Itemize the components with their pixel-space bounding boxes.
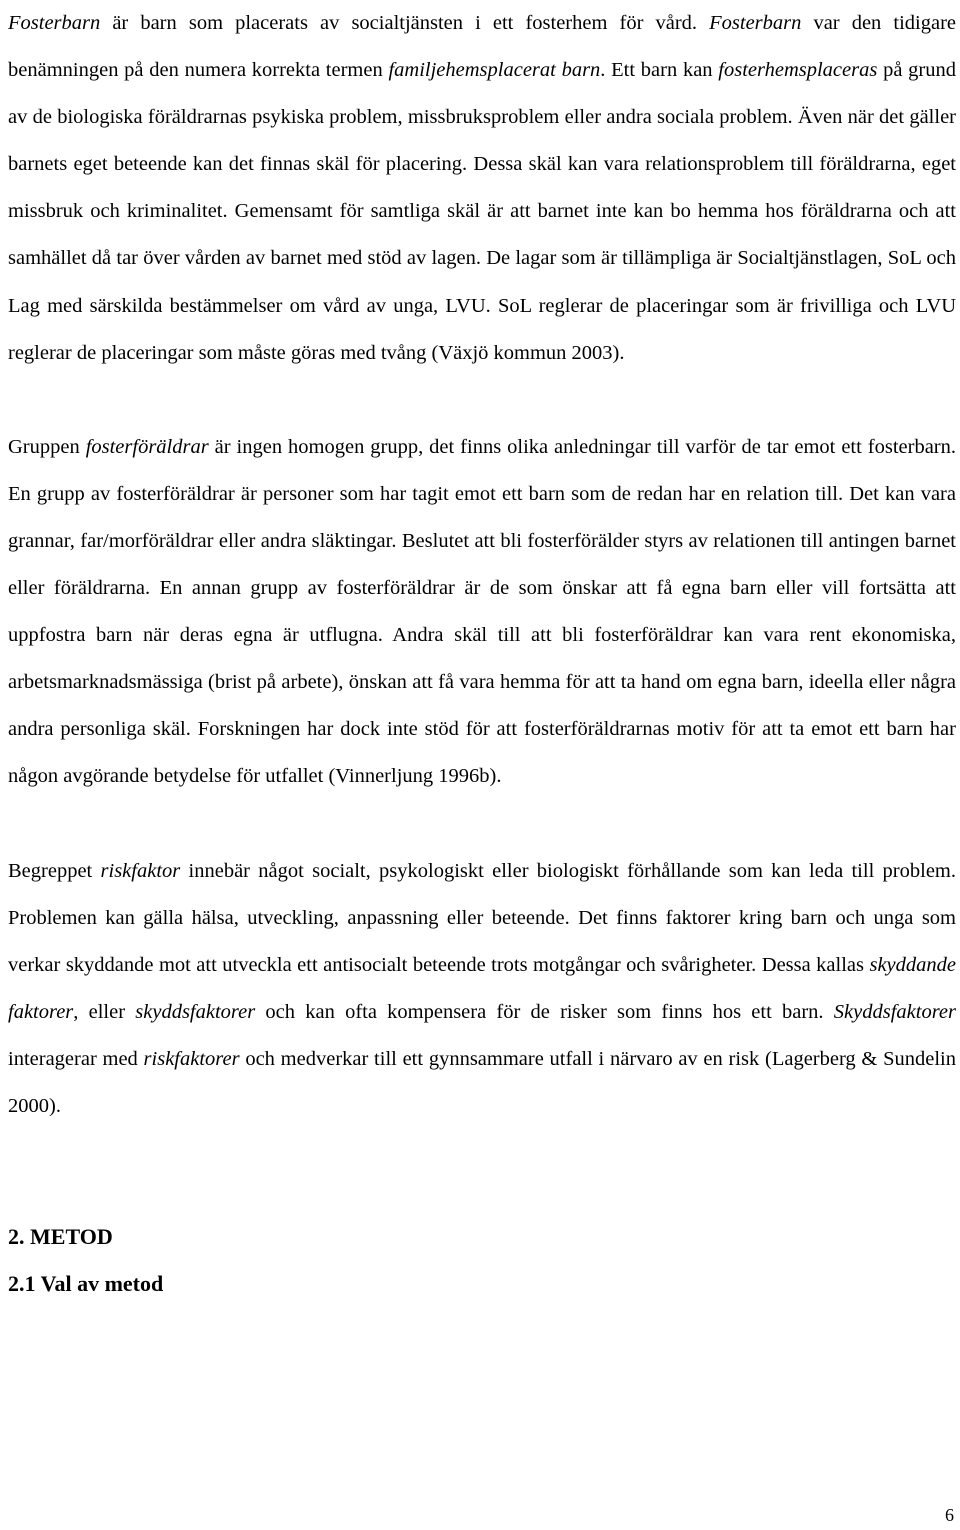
text-run: Gruppen: [8, 435, 86, 458]
italic-term: familjehemsplacerat barn: [388, 59, 601, 82]
text-run: och medverkar till ett gynnsammare utfall i närvaro av en risk (Lagerberg & Sundelin 2000).: [8, 1047, 957, 1117]
subsection-heading: 2.1 Val av metod: [8, 1271, 164, 1297]
section-heading: 2. METOD: [8, 1224, 113, 1250]
page-number: 6: [945, 1505, 954, 1525]
paragraph-fosterbarn: [8, 0, 956, 377]
italic-term: fosterhemsplaceras: [718, 59, 878, 82]
text-run: interagerar med: [8, 1047, 144, 1070]
text-run: var den tidigare benämningen på den numera korrekta termen: [8, 12, 957, 82]
paragraph-riskfaktor: [8, 848, 956, 1131]
document-page: [8, 0, 956, 1307]
italic-term: Fosterbarn: [709, 12, 802, 34]
italic-term: riskfaktorer: [143, 1047, 240, 1070]
text-run: . Ett barn kan: [600, 59, 719, 82]
paragraph-fosterforaldrar: [8, 424, 956, 801]
text-run: är ingen homogen grupp, det finns olika anledningar till varför de tar emot ett fosterbarn. En grupp av fosterföräldrar är personer som har tagit emot ett barn som de redan har en relation till. Det kan vara grannar, far/morföräldrar eller andra släktingar. Beslutet att bli fosterförälder styrs av relationen till antingen barnet eller föräldrarna. En annan grupp av fosterföräldrar är de som önskar att få egna barn eller vill fortsätta att uppfostra barn när deras egna är utflugna. Andra skäl till att bli fosterföräldrar kan vara rent ekonomiska, arbetsmarknadsmässiga (brist på arbete), önskan att få vara hemma för att ta hand om egna barn, ideella eller några andra personliga skäl. Forskningen har dock inte stöd för att fosterföräldrarnas motiv för att ta emot ett barn har någon avgörande betydelse för utfallet (Vinnerljung 1996b).: [8, 435, 956, 788]
italic-term: fosterföräldrar: [85, 435, 209, 458]
text-run: är barn som placerats av socialtjänsten i ett fosterhem för vård.: [100, 12, 710, 34]
text-run: och kan ofta kompensera för de risker som finns hos ett barn.: [255, 1000, 834, 1023]
italic-term: skyddsfaktorer: [135, 1000, 256, 1023]
italic-term: Fosterbarn: [8, 12, 101, 34]
text-run: innebär något socialt, psykologiskt eller biologiskt förhållande som kan leda till problem. Problemen kan gälla hälsa, utveckling, anpassning eller beteende. Det finns faktorer kring barn och unga som verkar skyddande mot att utveckla ett antisocialt beteende trots motgångar och svårigheter. Dessa kallas: [8, 859, 956, 976]
text-run: på grund av de biologiska föräldrarnas psykiska problem, missbruksproblem eller andra sociala problem. Även när det gäller barnets eget beteende kan det finnas skäl för placering. Dessa skäl kan vara relationsproblem till föräldrarna, eget missbruk och kriminalitet. Gemensamt för samtliga skäl är att barnet inte kan bo hemma hos föräldrarna och att samhället då tar över vården av barnet med stöd av lagen. De lagar som är tillämpliga är Socialtjänstlagen, SoL och Lag med särskilda bestämmelser om vård av unga, LVU. SoL reglerar de placeringar som är frivilliga och LVU reglerar de placeringar som måste göras med tvång (Växjö kommun 2003).: [8, 59, 956, 364]
text-run: , eller: [73, 1000, 136, 1023]
italic-term: skyddande faktorer: [8, 953, 956, 1023]
text-run: Begreppet: [8, 859, 101, 882]
italic-term: riskfaktor: [100, 859, 181, 882]
section-headings: [8, 1213, 956, 1307]
italic-term: Skyddsfaktorer: [833, 1000, 956, 1023]
